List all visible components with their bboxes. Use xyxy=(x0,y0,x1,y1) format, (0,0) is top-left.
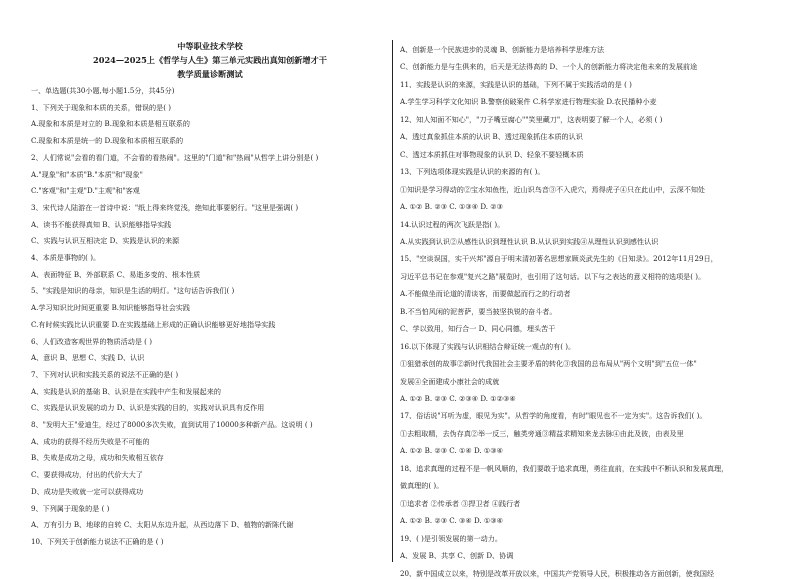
text-line: 13、下列选项体现实践是认识的来源的有( )。 xyxy=(400,167,545,177)
text-line: 一、单选题(共30小题,每小题1.5分，共45分) xyxy=(31,86,175,95)
text-line: A、发展 B、共享 C、创新 D、协调 xyxy=(400,551,514,561)
text-line: A. ①② B. ②③ C. ③④ D. ①③④ xyxy=(400,516,503,526)
text-line: 9、下列属于现象的是 ( ) xyxy=(31,503,110,513)
text-line: C.有时候实践比认识重要 D.在实践基础上形成的正确认识能够更好地指导实践 xyxy=(31,319,276,329)
text-line: 19、( )是引领发展的第一动力。 xyxy=(400,533,502,543)
text-line: A.从实践到认识②从感性认识到理性认识 B.从认识到实践④从理性认识到感性认识 xyxy=(400,236,659,246)
left-column xyxy=(31,0,389,562)
text-line: A、透过真象抓住本质的认识 B、透过现象抓住本质的认识 xyxy=(400,132,583,142)
text-line: C."客观"和"主观"D."主观"和"客观 xyxy=(31,186,140,196)
text-line: 15、"空谈误国，实干兴邦"源自于明末清初著名思想家顾炎武先生的《日知录》。2012年11月29日， xyxy=(400,254,718,264)
text-line: A. ①② B. ②③ C. ①③④ D. ②③ xyxy=(400,202,503,212)
text-line: C.现象和本质是统一的 D.现象和本质相互联系的 xyxy=(31,136,184,146)
text-line: ①追求者 ②传承者 ③捍卫者 ④践行者 xyxy=(400,498,521,508)
text-line: 5、"实践是知识的母亲，知识是生活的明灯。"这句话告诉我们( ) xyxy=(31,286,235,296)
text-line: C、透过本质抓住对事物现象的认识 D、轻象不要轻概本质 xyxy=(400,149,584,159)
text-line: 14.认识过程的两次飞跃是指( )。 xyxy=(400,219,505,229)
text-line: ①知识是学习得动的②宝水知鱼性，近山识鸟音③不入虎穴，焉得虎子④只在此山中，云深不知处 xyxy=(400,184,706,194)
text-line: 发展④全面建成小康社会的成就 xyxy=(400,376,500,386)
text-line: 7、下列对认识和实践关系的说法不正确的是( ) xyxy=(31,369,179,379)
text-line: A、实践是认识的基础 B、认识是在实践中产生和发展起来的 xyxy=(31,386,221,396)
text-line: 8、"发明大王"爱迪生，经过了8000多次失败，直到试用了10000多种新产品。这说明 ( ) xyxy=(31,420,313,429)
text-line: A、意识 B、思想 C、实践 D、认识 xyxy=(31,353,145,363)
text-line: 6、人们改造客观世界的物质活动是 ( ) xyxy=(31,336,152,346)
school-name: 中等职业技术学校 xyxy=(177,41,243,51)
text-line: A、表面特征 B、外部联系 C、易逝多变的、根本性质 xyxy=(31,269,201,279)
text-line: A、成功的获得不经历失败是不可能的 xyxy=(31,436,150,446)
text-line: B、失败是成功之母，成功和失败相互依存 xyxy=(31,453,164,463)
column-divider xyxy=(392,40,393,562)
text-line: C、创新能力是与生俱来的，后天是无法得高的 D、一个人的创新能力将决定他未来的发展前途 xyxy=(400,62,698,72)
text-line: C、实践与认识互相决定 D、实践是认识的来源 xyxy=(31,236,180,246)
text-line: A、万有引力 B、地球的自转 C、太阳从东边升起，从西边落下 D、植物的新陈代谢 xyxy=(31,520,294,530)
right-column xyxy=(400,0,768,578)
text-line: 2、人们常说"会看的看门道，不会看的看热闹"。这里的"门道"和"热闹"从哲学上讲分别是( ) xyxy=(31,152,319,162)
text-line: 4、本质是事物的( )。 xyxy=(31,253,101,262)
text-line: A.学生学习科学文化知识 B.警察侦破案件 C.科学家进行物理实验 D.农民播种小麦 xyxy=(400,97,657,107)
text-line: 11、实践是认识的来源，实践是认识的基础，下列不属于实践活动的是 ( ) xyxy=(400,79,632,89)
text-line: 10、下列关于创新能力说法不正确的是 ( ) xyxy=(31,536,164,546)
text-line: A. ①② B. ②③ C. ②③④ D. ①②③④ xyxy=(400,394,516,403)
text-line: ①去粗取精，去伪存真②举一反三，触类旁通③精益求精知来龙去脉④由此及彼，由表及里 xyxy=(400,428,684,438)
text-line: A. ①② B. ②③ C. ①④ D. ①③④ xyxy=(400,446,503,456)
text-line: 16.以下体现了实践与认识相结合辩证统一观点的有( )。 xyxy=(400,341,576,351)
text-line: A."现象"和"本质"B."本质"和"现象" xyxy=(31,169,143,179)
text-line: D、成功是失败就一定可以获得成功 xyxy=(31,486,144,496)
text-line: 17、俗话说"耳听为虚，眼见为实"。从哲学的角度看，有时"眼见也不一定为实"。这告诉我们( )。 xyxy=(400,411,707,421)
text-line: 20、新中国成立以来，特别是改革开放以来，中国共产党领导人民，积极推动各方面创新，使我国经 xyxy=(400,568,715,578)
text-line: A.现象和本质是对立的 B.现象和本质是相互联系的 xyxy=(31,119,190,129)
text-line: B.不当怕风闲的泥菩萨，要当披坚执锐的奋斗者。 xyxy=(400,306,557,316)
text-line: C、学以致用，知行合一 D、同心同德，埋头苦干 xyxy=(400,324,556,334)
text-line: 习近平总书记在参观"复兴之路"展览时，也引用了这句话。以下与之表达的意义相符的选项是( )。 xyxy=(400,271,706,281)
text-line: A.学习知识比时间更重要 B.知识能够指导社会实践 xyxy=(31,303,190,313)
text-line: A、读书不能获得真知 B、认识能够指导实践 xyxy=(31,219,172,229)
text-line: C、实践是认识发展的动力 D、认识是实践的目的，实践对认识具有反作用 xyxy=(31,403,265,413)
text-line: 18、追求真理的过程不是一帆风顺的，我们要敢于追求真理，勇往直前，在实践中不断认识和发展真理， xyxy=(400,463,729,473)
text-line: 做真理的( )。 xyxy=(400,481,444,491)
text-line: 3、宋代诗人陆游在一首诗中说："纸上得来终觉浅，绝知此事要躬行。"这里是强调( ) xyxy=(31,202,299,212)
text-line: 1、下列关于现象和本质的关系，错误的是( ) xyxy=(31,102,171,112)
text-line: ①狙猎承创的故事②新时代我国社会主要矛盾的转化③我国的总布局从"两个文明"到"五位一体" xyxy=(400,359,697,369)
text-line: 12、知人知面不知心"，"刀子嘴豆腐心""笑里藏刀"，这表明要了解一个人，必须 ( ) xyxy=(400,114,663,124)
text-line: A.不能做坐而论道的清谈客，而要做起而行之的行动者 xyxy=(400,289,571,299)
text-line: C、要获得成功，付出的代价大大了 xyxy=(31,470,143,480)
exam-subtitle: 教学质量诊断测试 xyxy=(177,69,243,79)
exam-title: 2024—2025上《哲学与人生》第三单元实践出真知创新增才干 xyxy=(93,55,327,65)
text-line: A、创新是一个民族进步的灵魂 B、创新能力是培养科学思维方法 xyxy=(400,45,605,54)
